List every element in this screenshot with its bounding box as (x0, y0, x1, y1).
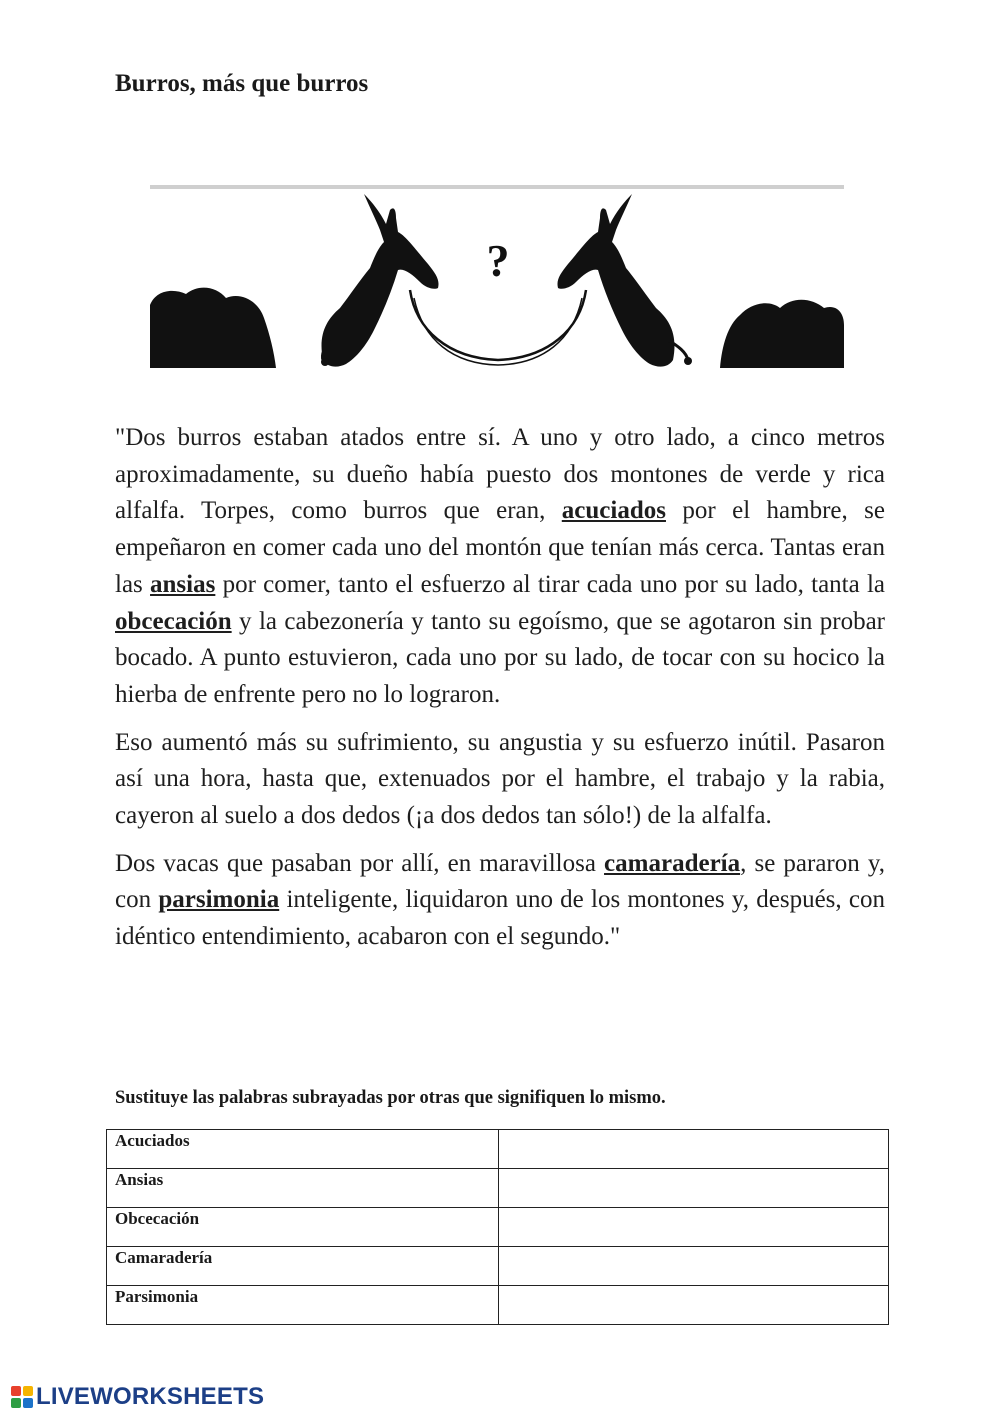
table-row (107, 1130, 889, 1169)
answer-input[interactable] (499, 1247, 888, 1285)
answer-cell (499, 1286, 889, 1325)
story-text (115, 420, 885, 967)
underlined-word: camaradería (604, 849, 741, 877)
vocab-word: Acuciados (107, 1130, 499, 1169)
vocab-word: Ansias (107, 1169, 499, 1208)
text-segment: por el hambre, se empeñaron en comer cada uno del montón que tenían más cerca. Tantas eran las (115, 497, 885, 598)
answer-cell (499, 1169, 889, 1208)
left-alfalfa-pile (150, 288, 276, 368)
text-segment: por comer, tanto el esfuerzo al tirar cada uno por su lado, tanta la (215, 570, 885, 598)
exercise-instruction: Sustituye las palabras subrayadas por otras que signifiquen lo mismo. (115, 1088, 666, 1108)
text-segment: Eso aumentó más su sufrimiento, su angustia y su esfuerzo inútil. Pasaron así una hora, hasta que, extenuados por el hambre, el trabajo y la rabia, cayeron al suelo a dos dedos (¡a dos dedos tan sólo!) de la alfalfa. (115, 728, 885, 830)
story-paragraph (115, 420, 885, 714)
brand-name: LIVEWORKSHEETS (36, 1383, 265, 1410)
text-segment: Dos vacas que pasaban por allí, en maravillosa (115, 849, 605, 877)
left-tail-tuft (321, 358, 329, 366)
liveworksheets-logo-icon (10, 1385, 34, 1409)
question-mark-icon: ? (486, 235, 510, 286)
footer-brand (10, 1382, 264, 1412)
answer-input[interactable] (499, 1286, 888, 1324)
text-segment: , se pararon y, con (115, 849, 885, 914)
right-alfalfa-pile (720, 300, 844, 368)
vocab-word: Parsimonia (107, 1286, 499, 1325)
answer-cell (499, 1130, 889, 1169)
right-donkey-silhouette (557, 194, 674, 367)
horizon-rule (150, 185, 844, 189)
underlined-word: ansias (150, 570, 216, 598)
table-row (107, 1286, 889, 1325)
underlined-word: acuciados (561, 497, 666, 525)
two-donkeys-illustration (148, 180, 846, 372)
story-paragraph (115, 846, 885, 956)
rope-strand (414, 298, 582, 365)
answer-cell (499, 1247, 889, 1286)
rope (410, 290, 586, 360)
text-segment: "Dos burros estaban atados entre sí. A uno y otro lado, a cinco metros aproximadamente, su dueño había puesto dos montones de verde y rica alfalfa. Torpes, como burros que eran, (115, 424, 885, 525)
vocab-word: Camaradería (107, 1247, 499, 1286)
answer-input[interactable] (499, 1130, 888, 1168)
vocab-word: Obcecación (107, 1208, 499, 1247)
text-segment: inteligente, liquidaron uno de los montones y, después, con idéntico entendimiento, acabaron con el segundo." (115, 886, 885, 951)
vocabulary-table (106, 1129, 889, 1325)
answer-cell (499, 1208, 889, 1247)
underlined-word: obcecación (115, 607, 232, 635)
right-tail-tuft (684, 357, 692, 365)
underlined-word: parsimonia (158, 886, 280, 914)
text-segment: y la cabezonería y tanto su egoísmo, que se agotaron sin probar bocado. A punto estuvieron, cada uno por su lado, de tocar con su hocico la hierba de enfrente pero no lo lograron. (115, 607, 885, 708)
story-paragraph (115, 725, 885, 835)
table-row (107, 1169, 889, 1208)
worksheet-title: Burros, más que burros (115, 70, 369, 97)
answer-input[interactable] (499, 1169, 888, 1207)
table-row (107, 1247, 889, 1286)
answer-input[interactable] (499, 1208, 888, 1246)
table-row (107, 1208, 889, 1247)
left-donkey-silhouette (322, 194, 439, 367)
